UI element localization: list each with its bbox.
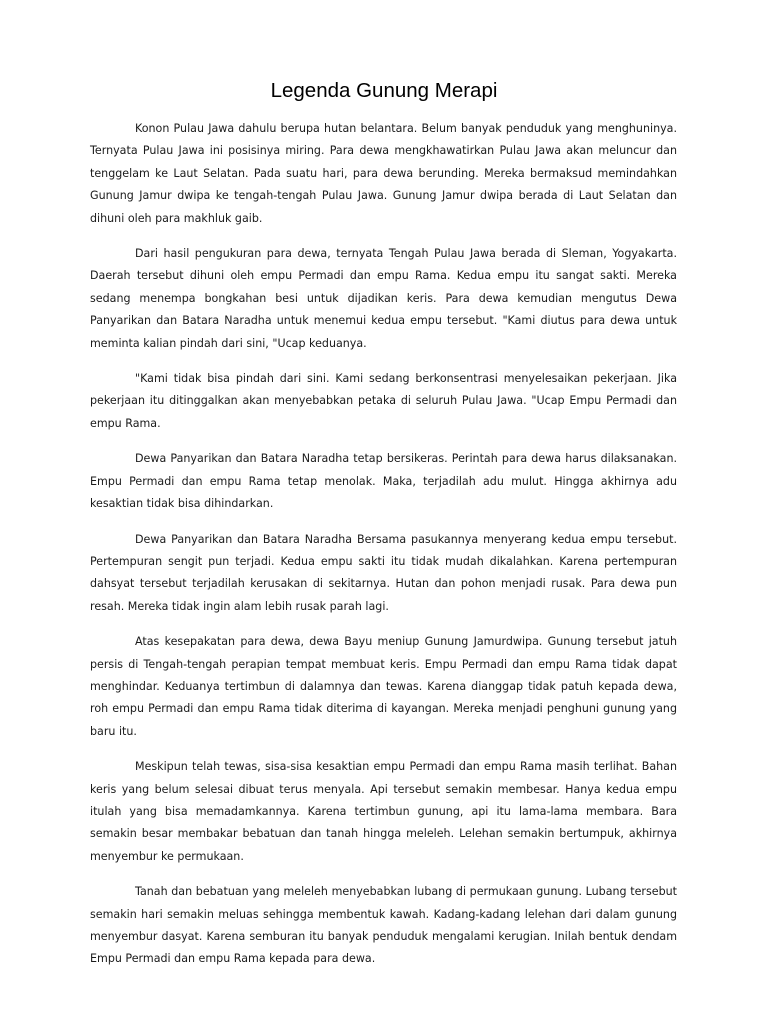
paragraph-8: Tanah dan bebatuan yang meleleh menyebabkan lubang di permukaan gunung. Lubang tersebut semakin hari semakin meluas sehingga membentuk kawah. Kadang-kadang lelehan dari dalam gunung menyembur dasyat. Karena semburan itu banyak penduduk mengalami kerugian. Inilah bentuk dendam Empu Permadi dan empu Rama kepada para dewa. bbox=[90, 885, 677, 966]
document-title: Legenda Gunung Merapi bbox=[270, 79, 498, 102]
paragraph-6: Atas kesepakatan para dewa, dewa Bayu meniup Gunung Jamurdwipa. Gunung tersebut jatuh persis di Tengah-tengah perapian tempat membuat keris. Empu Permadi dan empu Rama tidak dapat menghindar. Keduanya tertimbun di dalamnya dan tewas. Karena dianggap tidak patuh kepada dewa, roh empu Permadi dan empu Rama tidak diterima di kayangan. Mereka menjadi penghuni gunung yang baru itu. bbox=[90, 635, 677, 738]
paragraph-2: Dari hasil pengukuran para dewa, ternyata Tengah Pulau Jawa berada di Sleman, Yogyakarta. Daerah tersebut dihuni oleh empu Permadi dan empu Rama. Kedua empu itu sangat sakti. Mereka sedang menempa bongkahan besi untuk dijadikan keris. Para dewa kemudian mengutus Dewa Panyarikan dan Batara Naradha untuk menemui kedua empu tersebut. "Kami diutus para dewa untuk meminta kalian pindah dari sini, "Ucap keduanya. bbox=[90, 247, 677, 350]
paragraph-3: "Kami tidak bisa pindah dari sini. Kami sedang berkonsentrasi menyelesaikan pekerjaan. Jika pekerjaan itu ditinggalkan akan menyebabkan petaka di seluruh Pulau Jawa. "Ucap Empu Permadi dan empu Rama. bbox=[90, 372, 677, 430]
paragraph-4: Dewa Panyarikan dan Batara Naradha tetap bersikeras. Perintah para dewa harus dilaksanakan. Empu Permadi dan empu Rama tetap menolak. Maka, terjadilah adu mulut. Hingga akhirnya adu kesaktian tidak bisa dihindarkan. bbox=[90, 452, 677, 511]
paragraph-1: Konon Pulau Jawa dahulu berupa hutan belantara. Belum banyak penduduk yang menghuninya. Ternyata Pulau Jawa ini posisinya miring. Para dewa mengkhawatirkan Pulau Jawa akan meluncur dan tenggelam ke Laut Selatan. Pada suatu hari, para dewa berunding. Mereka bermaksud memindahkan Gunung Jamur dwipa ke tengah-tengah Pulau Jawa. Gunung Jamur dwipa berada di Laut Selatan dan dihuni oleh para makhluk gaib. bbox=[90, 122, 677, 225]
paragraph-7: Meskipun telah tewas, sisa-sisa kesaktian empu Permadi dan empu Rama masih terlihat. Bahan keris yang belum selesai dibuat terus menyala. Api tersebut semakin membesar. Hanya kedua empu itulah yang bisa memadamkannya. Karena tertimbun gunung, api itu lama-lama membara. Bara semakin besar membakar bebatuan dan tanah hingga meleleh. Lelehan semakin bertumpuk, akhirnya menyembur ke permukaan. bbox=[90, 760, 677, 863]
paragraph-5: Dewa Panyarikan dan Batara Naradha Bersama pasukannya menyerang kedua empu tersebut. Pertempuran sengit pun terjadi. Kedua empu sakti itu tidak mudah dikalahkan. Karena pertempuran dahsyat tersebut terjadilah kerusakan di sekitarnya. Hutan dan pohon menjadi rusak. Para dewa pun resah. Mereka tidak ingin alam lebih rusak parah lagi. bbox=[90, 532, 677, 613]
document-body bbox=[90, 118, 677, 984]
